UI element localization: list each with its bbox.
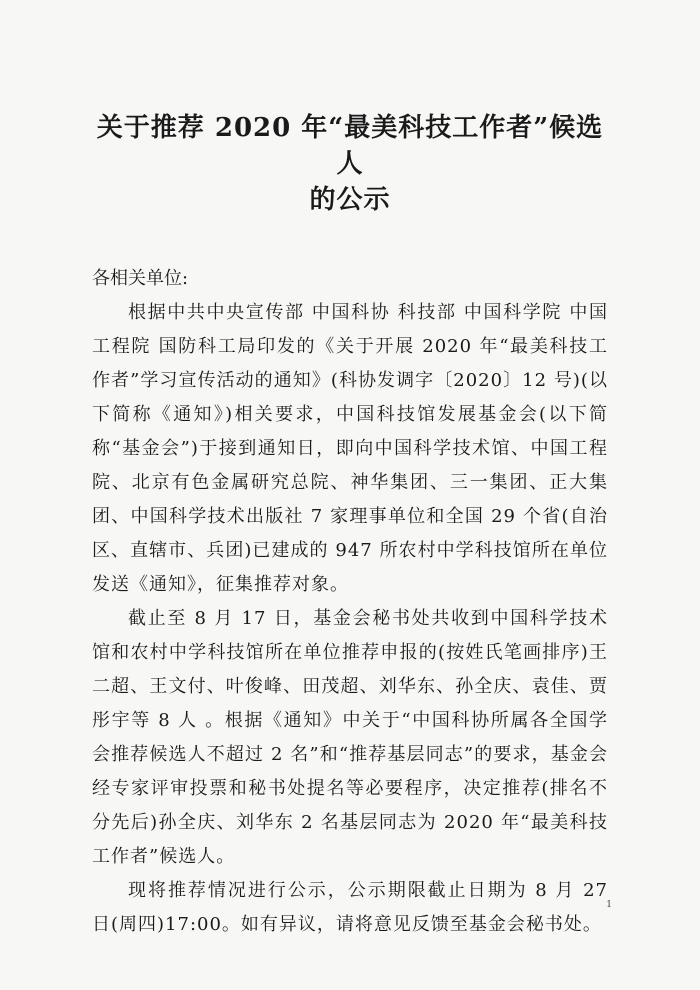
document-title [92, 110, 608, 218]
paragraph-3: 现将推荐情况进行公示，公示期限截止日期为 8 月 27 日(周四)17:00。如有异议，请将意见反馈至基金会秘书处。 [92, 880, 608, 935]
salutation: 各相关单位: [92, 268, 189, 289]
title-line-2: 的公示 [309, 185, 391, 215]
paragraph-2: 截止至 8 月 17 日，基金会秘书处共收到中国科学技术馆和农村中学科技馆所在单位推荐申报的(按姓氏笔画排序)王二超、王文付、叶俊峰、田茂超、刘华东、孙全庆、袁佳、贾彤宇等 8 人 。根据《通知》中关于“中国科协所属各全国学会推荐候选人不超过 2 名”和“推荐基层同志”的要求，基金会经专家评审投票和秘书处提名等必要程序，决定推荐(排名不分先后)孙全庆、刘华东 2 名基层同志为 2020 年“最美科技工作者”候选人。 [92, 608, 608, 867]
page-number: 1 [606, 900, 612, 910]
title-line-1: 关于推荐 2020 年“最美科技工作者”候选人 [96, 113, 604, 179]
paragraph-1: 根据中共中央宣传部 中国科协 科技部 中国科学院 中国工程院 国防科工局印发的《关于开展 2020 年“最美科技工作者”学习宣传活动的通知》(科协发调字〔2020〕12 号)(以下简称《通知》)相关要求，中国科技馆发展基金会(以下简称“基金会”)于接到通知日，即向中国科学技术馆、中国工程院、北京有色金属研究总院、神华集团、三一集团、正大集团、中国科学技术出版社 7 家理事单位和全国 29 个省(自治区、直辖市、兵团)已建成的 947 所农村中学科技馆所在单位发送《通知》，征集推荐对象。 [92, 302, 608, 595]
